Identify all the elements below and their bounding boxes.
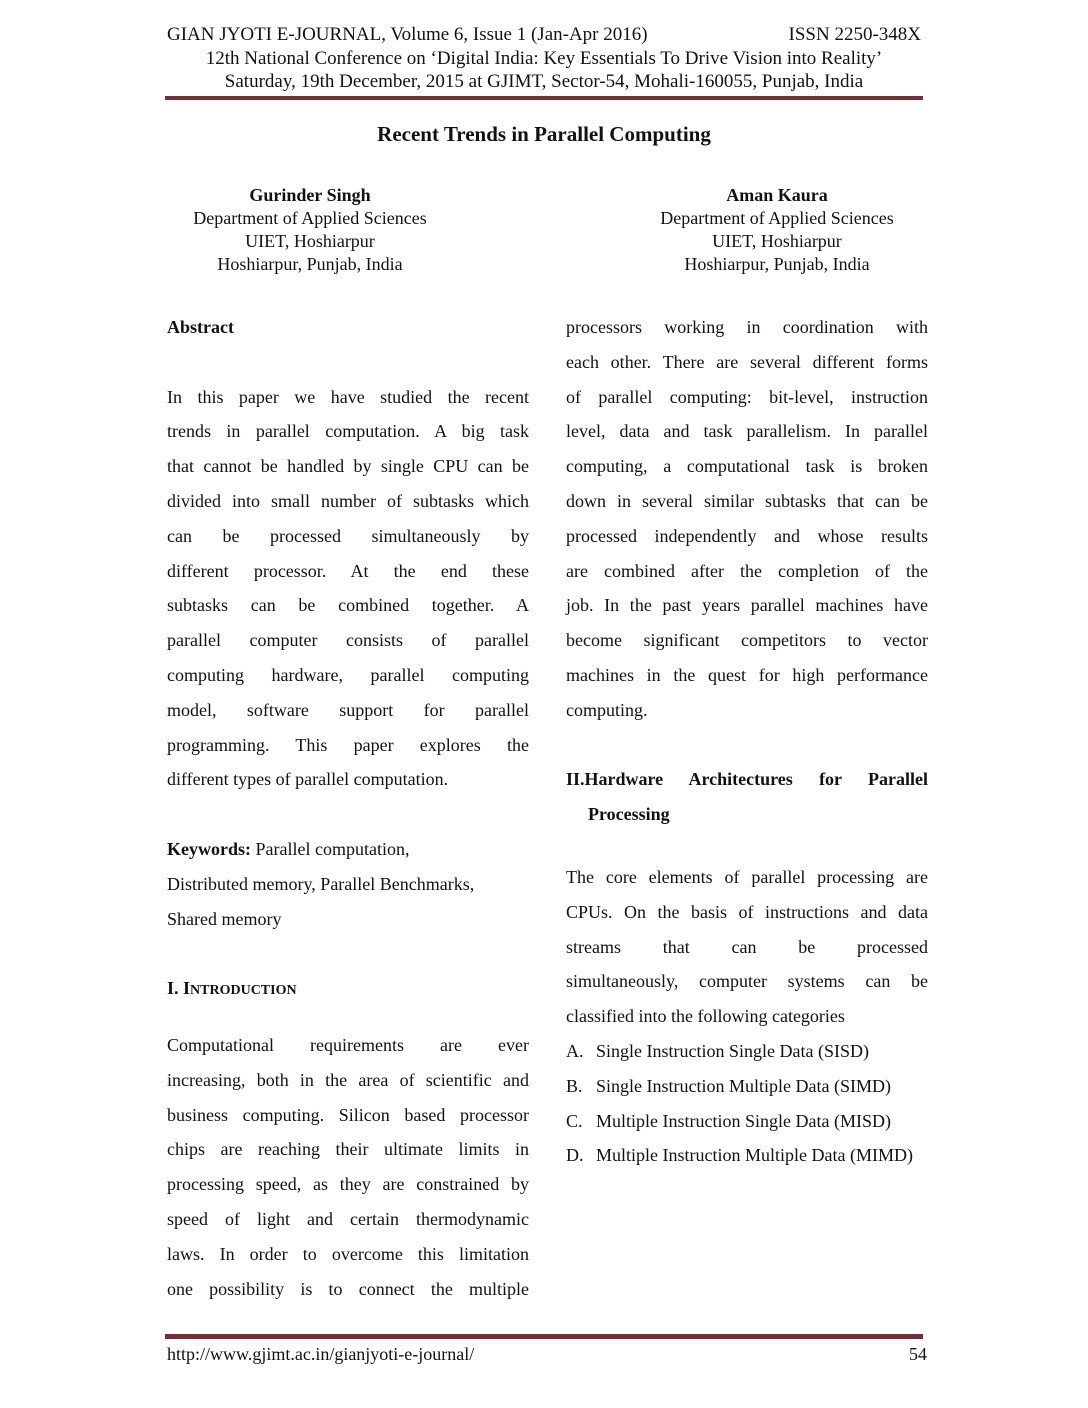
venue-line: Saturday, 19th December, 2015 at GJIMT, Sector-54, Mohali-160055, Punjab, India [224, 71, 864, 92]
section-2-title: II.Hardware Architectures for Parallel [566, 769, 928, 790]
journal-name: GIAN JYOTI E-JOURNAL, Volume 6, Issue 1 (Jan-Apr 2016) [167, 24, 648, 45]
abstract-line: trends in parallel computation. A big task [167, 421, 529, 442]
author-dept: Department of Applied Sciences [660, 208, 894, 228]
author-inst: UIET, Hoshiarpur [245, 231, 375, 251]
keywords-line: Distributed memory, Parallel Benchmarks, [167, 873, 475, 894]
intro-line: laws. In order to overcome this limitation [167, 1243, 529, 1264]
journal-header [167, 24, 921, 46]
abstract-line: different processor. At the end these [167, 560, 529, 581]
abstract-line: model, software support for parallel [167, 699, 529, 720]
body-line: processors working in coordination with [566, 317, 928, 337]
keywords [167, 832, 529, 936]
list-text: Single Instruction Single Data (SISD) [596, 1040, 869, 1061]
intro-continued [566, 310, 928, 728]
abstract-body [167, 380, 529, 798]
list-text: Multiple Instruction Single Data (MISD) [596, 1110, 891, 1131]
list-text: Multiple Instruction Multiple Data (MIMD) [596, 1145, 913, 1166]
list-label: D. [566, 1145, 584, 1166]
list-item [566, 1104, 928, 1139]
list-label: B. [566, 1075, 583, 1096]
header-divider [165, 96, 923, 100]
section-number: I. [167, 978, 184, 999]
right-column [566, 310, 928, 1173]
body-line: level, data and task parallelism. In parallel [566, 421, 928, 442]
intro-line: chips are reaching their ultimate limits in [167, 1139, 529, 1160]
section-2-title-cont: Processing [588, 804, 670, 825]
abstract-line: divided into small number of subtasks which [167, 490, 529, 511]
author-name: Aman Kaura [726, 185, 828, 205]
list-text: Single Instruction Multiple Data (SIMD) [596, 1075, 891, 1096]
list-item [566, 1069, 928, 1104]
paper-title: Recent Trends in Parallel Computing [377, 122, 711, 146]
abstract-line: subtasks can be combined together. A [167, 595, 529, 616]
body-line: of parallel computing: bit-level, instruction [566, 386, 928, 407]
body-line: down in several similar subtasks that can be [566, 490, 928, 511]
body-line: job. In the past years parallel machines have [566, 595, 928, 616]
conference-line: 12th National Conference on ‘Digital India: Key Essentials To Drive Vision into Reality’ [205, 48, 883, 69]
body-line: The core elements of parallel processing are [566, 866, 928, 887]
body-line: are combined after the completion of the [566, 560, 928, 581]
keywords-label: Keywords: [167, 838, 251, 859]
abstract-line: different types of parallel computation. [167, 769, 449, 790]
body-line: computing. [566, 699, 648, 720]
body-line: each other. There are several different forms [566, 351, 928, 372]
page-footer [167, 1344, 927, 1365]
abstract-heading: Abstract [167, 317, 234, 337]
section-title-rest: NTRODUCTION [190, 983, 297, 999]
body-line: become significant competitors to vector [566, 630, 928, 651]
author-name: Gurinder Singh [249, 185, 371, 205]
body-line: CPUs. On the basis of instructions and data [566, 901, 928, 922]
intro-line: Computational requirements are ever [167, 1034, 529, 1055]
abstract-line: can be processed simultaneously by [167, 525, 529, 546]
abstract-line: In this paper we have studied the recent [167, 386, 529, 407]
abstract-line: parallel computer consists of parallel [167, 630, 529, 651]
author-inst: UIET, Hoshiarpur [712, 231, 842, 251]
introduction-body [167, 1028, 529, 1306]
intro-line: business computing. Silicon based processor [167, 1104, 529, 1125]
body-line: machines in the quest for high performance [566, 664, 928, 685]
page-number: 54 [909, 1344, 927, 1364]
footer-url[interactable]: http://www.gjimt.ac.in/gianjyoti-e-journal/ [167, 1344, 475, 1364]
list-item [566, 1138, 928, 1173]
body-line: simultaneously, computer systems can be [566, 971, 928, 992]
section-initial: I [183, 978, 191, 999]
intro-line: one possibility is to connect the multiple [167, 1278, 529, 1299]
list-item [566, 1034, 928, 1069]
section-2-heading [566, 762, 928, 832]
keywords-line: Parallel computation, [251, 838, 410, 859]
body-line: computing, a computational task is broken [566, 456, 928, 477]
section-2-body [566, 860, 928, 1034]
keywords-line: Shared memory [167, 908, 282, 929]
list-label: C. [566, 1110, 583, 1131]
intro-line: processing speed, as they are constrained by [167, 1174, 529, 1195]
left-column [167, 310, 529, 1306]
abstract-line: programming. This paper explores the [167, 734, 529, 755]
classification-list [566, 1034, 928, 1173]
author-block-1 [150, 184, 470, 276]
list-label: A. [566, 1040, 584, 1061]
author-location: Hoshiarpur, Punjab, India [684, 254, 870, 274]
footer-divider [165, 1334, 923, 1339]
author-block-2 [617, 184, 937, 276]
abstract-line: computing hardware, parallel computing [167, 664, 529, 685]
body-line: classified into the following categories [566, 1006, 845, 1027]
author-location: Hoshiarpur, Punjab, India [217, 254, 403, 274]
body-line: streams that can be processed [566, 936, 928, 957]
abstract-line: that cannot be handled by single CPU can be [167, 456, 529, 477]
intro-line: increasing, both in the area of scientific and [167, 1069, 529, 1090]
intro-line: speed of light and certain thermodynamic [167, 1208, 529, 1229]
issn: ISSN 2250-348X [788, 24, 921, 45]
author-dept: Department of Applied Sciences [193, 208, 427, 228]
introduction-heading [167, 971, 529, 1009]
body-line: processed independently and whose results [566, 525, 928, 546]
